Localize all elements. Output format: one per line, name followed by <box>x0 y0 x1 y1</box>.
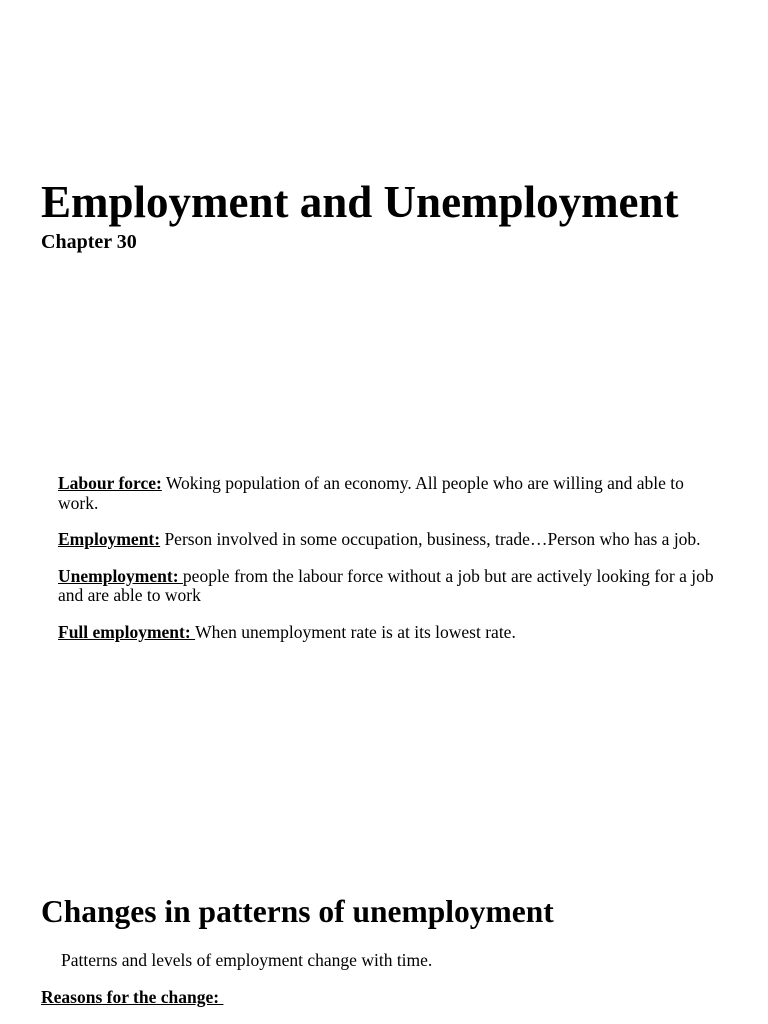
definition-text: Woking population of an economy. All people who are willing and able to work. <box>58 473 684 513</box>
definition-term: Full employment: <box>58 621 196 642</box>
definition-labour-force <box>58 474 723 513</box>
definitions-list <box>58 474 723 659</box>
definition-text: When unemployment rate is at its lowest rate. <box>195 621 516 642</box>
definition-term: Labour force: <box>58 473 162 493</box>
definition-text: Person involved in some occupation, business, trade…Person who has a job. <box>160 529 701 549</box>
chapter-label: Chapter 30 <box>41 231 137 253</box>
section-title: Changes in patterns of unemployment <box>41 894 554 929</box>
section-intro: Patterns and levels of employment change with time. <box>61 950 433 970</box>
definition-term: Unemployment: <box>58 565 183 586</box>
definition-unemployment <box>58 567 723 606</box>
definition-full-employment <box>58 623 723 643</box>
definition-employment <box>58 530 723 550</box>
definition-text: people from the labour force without a job but are actively looking for a job and are able to work <box>58 565 714 605</box>
document-title: Employment and Unemployment <box>41 177 679 227</box>
reasons-heading: Reasons for the change: <box>41 987 224 1007</box>
definition-term: Employment: <box>58 529 161 549</box>
